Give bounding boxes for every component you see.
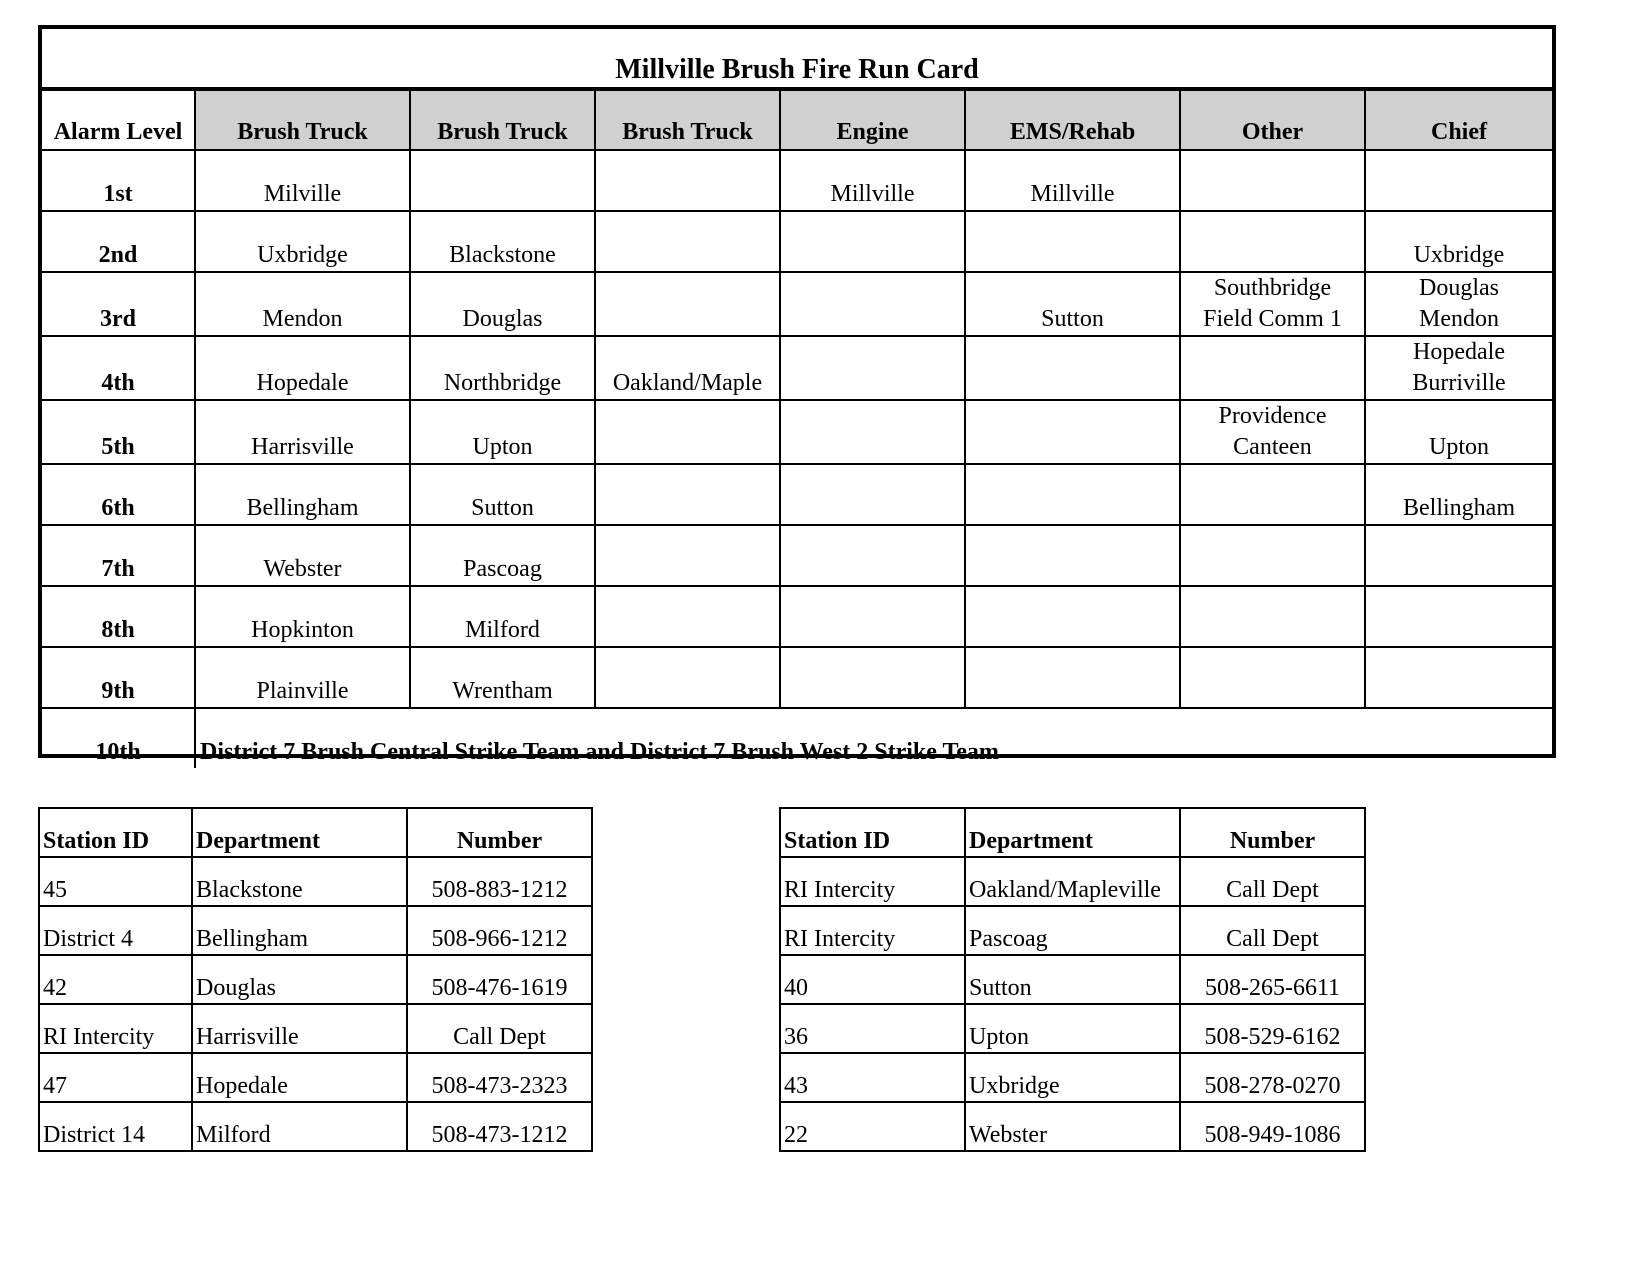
assignment-cell bbox=[595, 336, 780, 400]
assignment-text: Hopedale bbox=[1413, 339, 1505, 365]
directory-header-row bbox=[39, 808, 592, 857]
assignment-cell bbox=[410, 336, 595, 400]
column-header: EMS/Rehab bbox=[965, 89, 1180, 150]
assignment-text: Douglas bbox=[462, 306, 543, 332]
assignment-cell bbox=[780, 525, 965, 586]
department-name: Hopedale bbox=[192, 1053, 407, 1102]
directory-row bbox=[780, 1004, 1365, 1053]
station-id: District 4 bbox=[39, 906, 192, 955]
assignment-cell bbox=[195, 525, 410, 586]
department-name: Douglas bbox=[192, 955, 407, 1004]
alarm-row bbox=[42, 400, 1552, 464]
assignment-text: Millville bbox=[830, 181, 915, 207]
alarm-level: 6th bbox=[42, 464, 195, 525]
assignment-text: Uxbridge bbox=[1413, 242, 1505, 268]
assignment-cell bbox=[410, 272, 595, 336]
assignment-text: Canteen bbox=[1233, 434, 1312, 460]
alarm-row bbox=[42, 647, 1552, 708]
phone-number: 508-265-6611 bbox=[1180, 955, 1365, 1004]
directory-header-row bbox=[780, 808, 1365, 857]
assignment-cell bbox=[1180, 211, 1365, 272]
station-id: 42 bbox=[39, 955, 192, 1004]
phone-number: Call Dept bbox=[1180, 906, 1365, 955]
alarm-level: 8th bbox=[42, 586, 195, 647]
assignment-cell bbox=[595, 150, 780, 211]
column-header: Engine bbox=[780, 89, 965, 150]
department-name: Pascoag bbox=[965, 906, 1180, 955]
assignment-cell bbox=[1180, 525, 1365, 586]
assignment-text: Bellingham bbox=[246, 495, 359, 521]
department-name: Bellingham bbox=[192, 906, 407, 955]
assignment-text: Upton bbox=[472, 434, 533, 460]
assignment-cell bbox=[965, 400, 1180, 464]
phone-number: 508-473-1212 bbox=[407, 1102, 592, 1151]
assignment-text: Pascoag bbox=[463, 556, 542, 582]
column-header: Brush Truck bbox=[195, 89, 410, 150]
directory-row bbox=[780, 1102, 1365, 1151]
phone-number: 508-476-1619 bbox=[407, 955, 592, 1004]
directory-row bbox=[780, 1053, 1365, 1102]
assignment-cell bbox=[965, 525, 1180, 586]
assignment-text: Wrentham bbox=[452, 678, 553, 704]
assignment-cell bbox=[965, 211, 1180, 272]
directory-row bbox=[39, 1004, 592, 1053]
column-header: Brush Truck bbox=[410, 89, 595, 150]
assignment-cell bbox=[780, 272, 965, 336]
alarm-level: 9th bbox=[42, 647, 195, 708]
department-name: Blackstone bbox=[192, 857, 407, 906]
assignment-text: Milford bbox=[465, 617, 540, 643]
assignment-cell bbox=[1365, 647, 1552, 708]
assignment-cell bbox=[595, 211, 780, 272]
directory-header: Number bbox=[1180, 808, 1365, 857]
alarm-row bbox=[42, 211, 1552, 272]
assignment-cell bbox=[965, 272, 1180, 336]
assignment-cell bbox=[195, 586, 410, 647]
assignment-cell bbox=[195, 272, 410, 336]
column-header: Brush Truck bbox=[595, 89, 780, 150]
assignment-cell bbox=[595, 272, 780, 336]
assignment-cell bbox=[780, 400, 965, 464]
assignment-text: Oakland/Maple bbox=[612, 370, 763, 396]
assignment-cell bbox=[1180, 464, 1365, 525]
assignment-cell bbox=[780, 150, 965, 211]
alarm-row bbox=[42, 586, 1552, 647]
assignment-cell bbox=[1180, 150, 1365, 211]
assignment-text: Mendon bbox=[1419, 306, 1499, 332]
assignment-cell bbox=[1365, 464, 1552, 525]
assignment-text: Milville bbox=[263, 181, 342, 207]
alarm-level: 4th bbox=[42, 336, 195, 400]
assignment-cell bbox=[595, 400, 780, 464]
alarm-row bbox=[42, 336, 1552, 400]
directory-header: Station ID bbox=[39, 808, 192, 857]
assignment-cell bbox=[780, 464, 965, 525]
station-id: 43 bbox=[780, 1053, 965, 1102]
assignment-text: Webster bbox=[263, 556, 342, 582]
phone-number: 508-883-1212 bbox=[407, 857, 592, 906]
run-card-header-row bbox=[42, 89, 1552, 150]
assignment-text: Harrisville bbox=[251, 434, 354, 460]
assignment-cell bbox=[1365, 150, 1552, 211]
assignment-cell bbox=[595, 464, 780, 525]
column-header: Chief bbox=[1365, 89, 1552, 150]
station-id: District 14 bbox=[39, 1102, 192, 1151]
assignment-cell bbox=[1365, 272, 1552, 336]
alarm-row bbox=[42, 464, 1552, 525]
assignment-cell bbox=[595, 647, 780, 708]
run-card bbox=[38, 25, 1556, 765]
alarm-level: 7th bbox=[42, 525, 195, 586]
assignment-cell bbox=[410, 525, 595, 586]
assignment-cell bbox=[1180, 400, 1365, 464]
assignment-cell bbox=[410, 464, 595, 525]
assignment-text: Hopedale bbox=[256, 370, 349, 396]
phone-number: 508-529-6162 bbox=[1180, 1004, 1365, 1053]
department-name: Uxbridge bbox=[965, 1053, 1180, 1102]
assignment-cell bbox=[1180, 272, 1365, 336]
assignment-cell bbox=[195, 336, 410, 400]
station-id: RI Intercity bbox=[780, 857, 965, 906]
phone-number: 508-278-0270 bbox=[1180, 1053, 1365, 1102]
phone-number: 508-966-1212 bbox=[407, 906, 592, 955]
phone-number: 508-473-2323 bbox=[407, 1053, 592, 1102]
directory-row bbox=[780, 955, 1365, 1004]
assignment-cell bbox=[410, 150, 595, 211]
department-name: Harrisville bbox=[192, 1004, 407, 1053]
directory-header: Station ID bbox=[780, 808, 965, 857]
department-name: Sutton bbox=[965, 955, 1180, 1004]
assignment-text: Providence bbox=[1218, 403, 1327, 429]
assignment-cell bbox=[780, 211, 965, 272]
assignment-text: Northbridge bbox=[443, 370, 562, 396]
assignment-text: Sutton bbox=[1041, 306, 1104, 332]
assignment-cell bbox=[1180, 586, 1365, 647]
assignment-cell bbox=[965, 586, 1180, 647]
alarm-row bbox=[42, 708, 1552, 768]
assignment-cell bbox=[410, 647, 595, 708]
directory-header: Department bbox=[965, 808, 1180, 857]
assignment-cell bbox=[780, 336, 965, 400]
assignment-cell bbox=[410, 400, 595, 464]
phone-number: Call Dept bbox=[1180, 857, 1365, 906]
assignment-cell bbox=[1365, 586, 1552, 647]
alarm-level: 5th bbox=[42, 400, 195, 464]
run-card-title: Millville Brush Fire Run Card bbox=[42, 29, 1552, 89]
assignment-cell bbox=[965, 150, 1180, 211]
station-id: 36 bbox=[780, 1004, 965, 1053]
alarm-level: 2nd bbox=[42, 211, 195, 272]
alarm-level-header: Alarm Level bbox=[42, 89, 195, 150]
assignment-text: Hopkinton bbox=[251, 617, 354, 643]
assignment-cell bbox=[1365, 336, 1552, 400]
assignment-cell bbox=[595, 525, 780, 586]
assignment-cell bbox=[195, 464, 410, 525]
assignment-cell bbox=[780, 586, 965, 647]
assignment-cell bbox=[195, 211, 410, 272]
strike-team-text: District 7 Brush Central Strike Team and District 7 Brush West 2 Strike Team bbox=[195, 708, 1552, 768]
assignment-cell bbox=[1365, 211, 1552, 272]
directory-header: Department bbox=[192, 808, 407, 857]
assignment-cell bbox=[1365, 525, 1552, 586]
directory-row bbox=[39, 1053, 592, 1102]
assignment-cell bbox=[410, 586, 595, 647]
alarm-row bbox=[42, 525, 1552, 586]
alarm-level: 3rd bbox=[42, 272, 195, 336]
alarm-level: 10th bbox=[42, 708, 195, 768]
department-name: Webster bbox=[965, 1102, 1180, 1151]
phone-number: 508-949-1086 bbox=[1180, 1102, 1365, 1151]
assignment-text: Mendon bbox=[262, 306, 343, 332]
department-name: Oakland/Mapleville bbox=[965, 857, 1180, 906]
directory-row bbox=[780, 906, 1365, 955]
directory-table-left bbox=[38, 807, 593, 1152]
assignment-cell bbox=[195, 400, 410, 464]
assignment-text: Blackstone bbox=[449, 242, 556, 268]
station-id: RI Intercity bbox=[780, 906, 965, 955]
assignment-text: Plainville bbox=[256, 678, 349, 704]
station-id: 45 bbox=[39, 857, 192, 906]
assignment-cell bbox=[965, 647, 1180, 708]
alarm-row bbox=[42, 272, 1552, 336]
assignment-cell bbox=[1180, 336, 1365, 400]
assignment-cell bbox=[965, 336, 1180, 400]
alarm-row bbox=[42, 150, 1552, 211]
assignment-cell bbox=[1180, 647, 1365, 708]
assignment-cell bbox=[195, 150, 410, 211]
assignment-text: Burriville bbox=[1412, 370, 1506, 396]
directory-row bbox=[39, 955, 592, 1004]
assignment-cell bbox=[780, 647, 965, 708]
department-name: Milford bbox=[192, 1102, 407, 1151]
directory-row bbox=[39, 1102, 592, 1151]
station-id: 40 bbox=[780, 955, 965, 1004]
assignment-text: Sutton bbox=[471, 495, 534, 521]
assignment-cell bbox=[195, 647, 410, 708]
assignment-text: Field Comm 1 bbox=[1203, 306, 1342, 332]
station-id: 47 bbox=[39, 1053, 192, 1102]
station-id: 22 bbox=[780, 1102, 965, 1151]
assignment-text: Upton bbox=[1429, 434, 1489, 460]
assignment-text: Uxbridge bbox=[257, 242, 348, 268]
assignment-text: Southbridge bbox=[1213, 275, 1332, 301]
assignment-cell bbox=[410, 211, 595, 272]
phone-number: Call Dept bbox=[407, 1004, 592, 1053]
assignment-text: Bellingham bbox=[1403, 495, 1515, 521]
directory-row bbox=[39, 906, 592, 955]
assignment-cell bbox=[1365, 400, 1552, 464]
assignment-cell bbox=[595, 586, 780, 647]
run-card-table bbox=[42, 29, 1552, 768]
directory-row bbox=[39, 857, 592, 906]
station-id: RI Intercity bbox=[39, 1004, 192, 1053]
directory-table-right bbox=[779, 807, 1366, 1152]
column-header: Other bbox=[1180, 89, 1365, 150]
run-card-body bbox=[42, 150, 1552, 768]
assignment-text: Millville bbox=[1030, 181, 1115, 207]
directory-row bbox=[780, 857, 1365, 906]
alarm-level: 1st bbox=[42, 150, 195, 211]
department-name: Upton bbox=[965, 1004, 1180, 1053]
directory-header: Number bbox=[407, 808, 592, 857]
assignment-cell bbox=[965, 464, 1180, 525]
assignment-text: Douglas bbox=[1419, 275, 1499, 301]
